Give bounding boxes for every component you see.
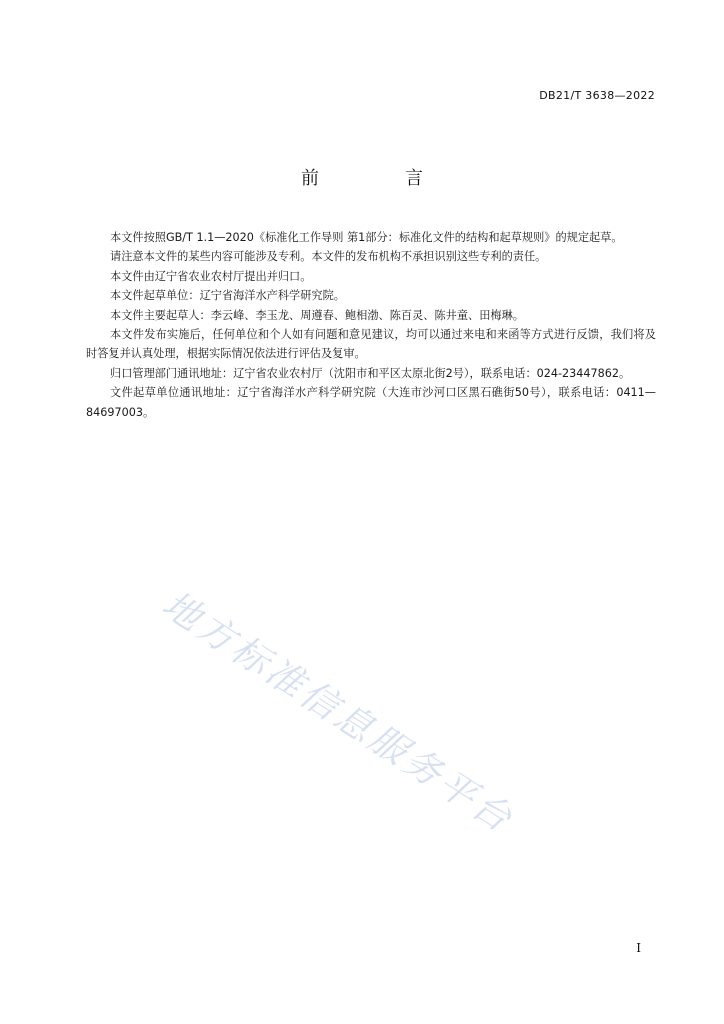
paragraph-patent-notice: 请注意本文件的某些内容可能涉及专利。本文件的发布机构不承担识别这些专利的责任。 bbox=[110, 250, 547, 264]
page-number: I bbox=[636, 941, 641, 955]
paragraph-admin-address: 归口管理部门通讯地址：辽宁省农业农村厅（沈阳市和平区太原北街2号），联系电话：024-23447862。 bbox=[110, 366, 631, 380]
page-title: 前 言 bbox=[301, 168, 457, 189]
watermark: 地方标准信息服务平台 bbox=[154, 582, 522, 842]
foreword-body bbox=[86, 228, 656, 422]
paragraph-proposer: 本文件由辽宁省农业农村厅提出并归口。 bbox=[110, 269, 312, 283]
paragraph-drafting-rules: 本文件按照GB/T 1.1—2020《标准化工作导则 第1部分：标准化文件的结构和起草规则》的规定起草。 bbox=[110, 231, 623, 244]
paragraph-feedback: 本文件发布实施后，任何单位和个人如有问题和意见建议，均可以通过来电和来函等方式进行反馈，我们将及时答复并认真处理，根据实际情况依法进行评估及复审。 bbox=[86, 328, 656, 361]
paragraph-drafters: 本文件主要起草人：李云峰、李玉龙、周遵春、鲍相渤、陈百灵、陈井童、田梅琳。 bbox=[110, 308, 524, 322]
document-code: DB21/T 3638—2022 bbox=[539, 89, 655, 102]
paragraph-drafter-address: 文件起草单位通讯地址：辽宁省海洋水产科学研究院（大连市沙河口区黑石礁街50号），联系电话：0411—84697003。 bbox=[86, 386, 656, 419]
paragraph-drafting-unit: 本文件起草单位：辽宁省海洋水产科学研究院。 bbox=[110, 289, 345, 303]
